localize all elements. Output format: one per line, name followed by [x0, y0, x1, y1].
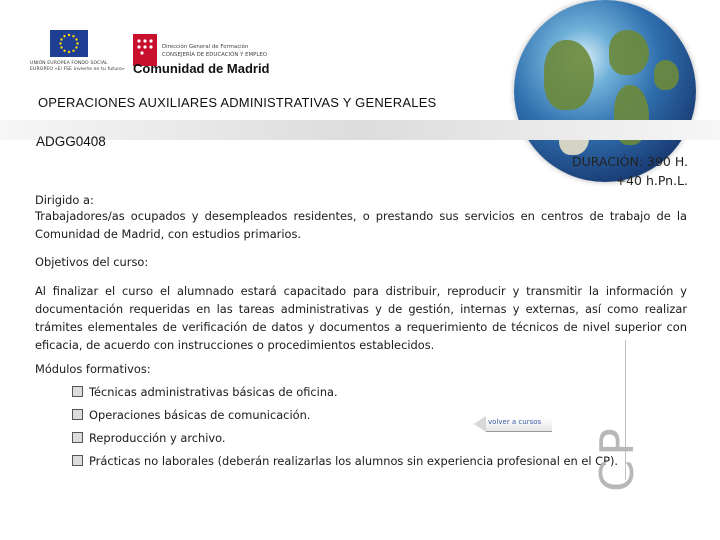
objetivos-label: Objetivos del curso: [35, 255, 149, 269]
course-code: ADGG0408 [36, 134, 106, 149]
list-item [72, 408, 310, 422]
list-item [72, 454, 618, 468]
checkbox-bullet-icon [72, 386, 83, 397]
duration-hours: DURACIÓN: 390 H. [571, 154, 688, 169]
eu-stars-icon [50, 30, 88, 57]
arrow-left-icon [474, 416, 486, 432]
module-label: Operaciones básicas de comunicación. [89, 408, 311, 422]
eu-fund-text: UNIÓN EUROPEA FONDO SOCIAL EUROPEO «El FSE invierte en tu futuro» [30, 61, 125, 72]
dirigido-text: Trabajadores/as ocupados y desempleados residentes, o prestando sus servicios en centros de trabajo de la Comunidad de Madrid, con estudios primarios. [35, 209, 687, 241]
dirigido-label: Dirigido a: [35, 193, 94, 207]
title-band [0, 120, 720, 140]
module-label: Técnicas administrativas básicas de oficina. [89, 385, 338, 399]
checkbox-bullet-icon [72, 409, 83, 420]
cp-watermark: CP [590, 424, 644, 492]
back-to-courses-button[interactable] [474, 416, 552, 433]
list-item [72, 431, 226, 445]
modulos-label: Módulos formativos: [35, 362, 151, 376]
duration-practice-hours: +40 h.Pn.L. [615, 173, 688, 188]
back-button-label: volver a cursos [488, 418, 542, 426]
list-item [72, 385, 338, 399]
eu-flag-logo [50, 30, 88, 57]
objetivos-text: Al finalizar el curso el alumnado estará capacitado para distribuir, reproducir y transmitir la información y documentación requeridas en las tareas administrativas y de gestión, internas y externas, así como realizar trámites elementales de verificación de datos y documentos a requerimiento de técnicos de nivel superior con eficacia, de acuerdo con instrucciones o procedimientos establecidos. [35, 284, 687, 352]
madrid-org-line2: CONSEJERÍA DE EDUCACIÓN Y EMPLEO [162, 52, 268, 58]
module-label: Reproducción y archivo. [89, 431, 226, 445]
checkbox-bullet-icon [72, 432, 83, 443]
module-label: Prácticas no laborales (deberán realizarlas los alumnos sin experiencia profesional en el CP). [89, 454, 619, 468]
checkbox-bullet-icon [72, 455, 83, 466]
madrid-brand-text: Comunidad de Madrid [133, 61, 270, 76]
madrid-org-line1: Dirección General de Formación [162, 44, 249, 50]
course-title: OPERACIONES AUXILIARES ADMINISTRATIVAS Y GENERALES [38, 95, 437, 110]
